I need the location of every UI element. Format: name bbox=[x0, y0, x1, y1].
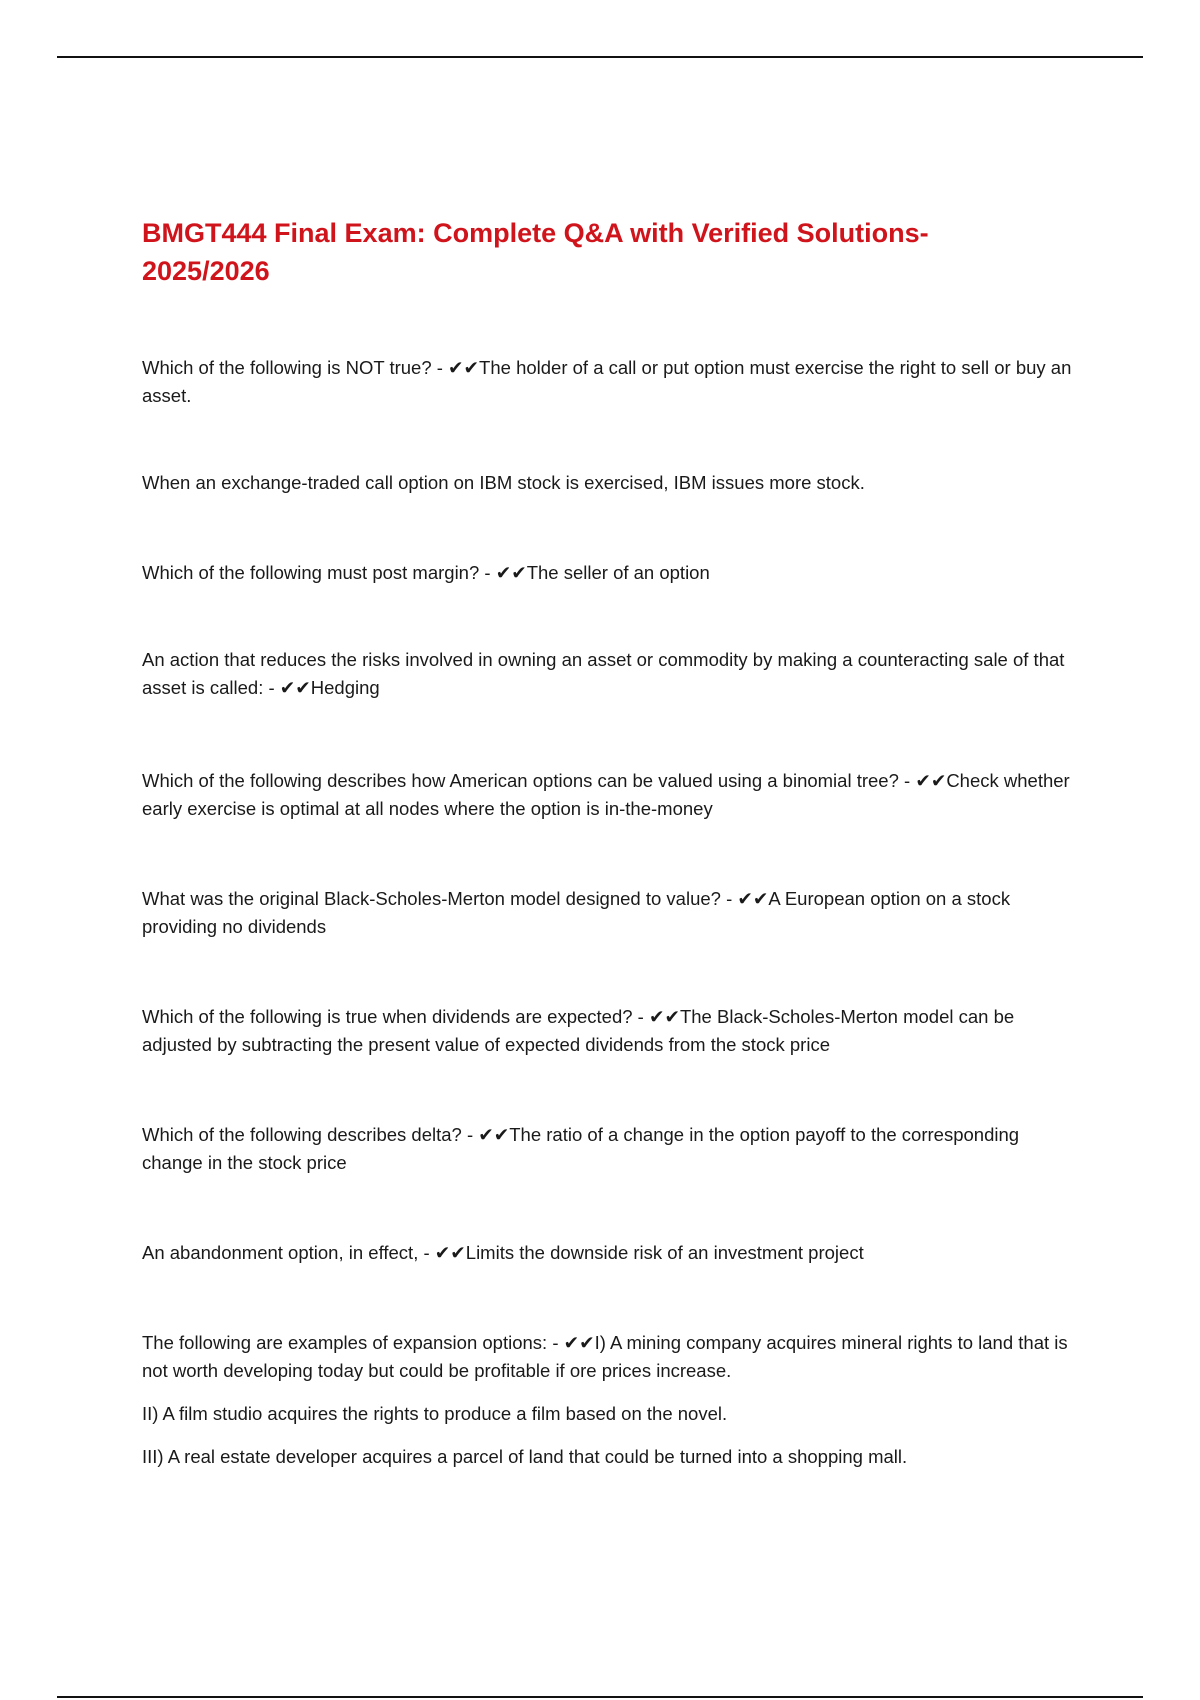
qa-text: An action that reduces the risks involved in owning an asset or commodity by making a counteracting sale of that asset is called: - ✔✔Hedging bbox=[142, 649, 1065, 698]
qa-text: Which of the following is true when dividends are expected? - ✔✔The Black-Scholes-Merton model can be adjusted by subtracting the present value of expected dividends from the stock price bbox=[142, 1006, 1015, 1055]
qa-text: What was the original Black-Scholes-Merton model designed to value? - ✔✔A European option on a stock providing no dividends bbox=[142, 888, 1011, 937]
top-divider bbox=[57, 56, 1143, 58]
qa-item bbox=[142, 1329, 1072, 1471]
qa-item bbox=[142, 885, 1072, 941]
page-title: BMGT444 Final Exam: Complete Q&A with Verified Solutions- 2025/2026 bbox=[142, 218, 929, 286]
qa-text: Which of the following is NOT true? - ✔✔The holder of a call or put option must exercise the right to sell or buy an asset. bbox=[142, 357, 1072, 406]
qa-text: An abandonment option, in effect, - ✔✔Limits the downside risk of an investment project bbox=[142, 1242, 864, 1263]
qa-text: Which of the following describes delta? - ✔✔The ratio of a change in the option payoff to the corresponding change in the stock price bbox=[142, 1124, 1020, 1173]
qa-item bbox=[142, 469, 1072, 497]
qa-item bbox=[142, 354, 1072, 410]
qa-item bbox=[142, 559, 1072, 587]
qa-text-line: II) A film studio acquires the rights to produce a film based on the novel. bbox=[142, 1403, 728, 1424]
qa-text: Which of the following describes how American options can be valued using a binomial tree? - ✔✔Check whether early exercise is optimal at all nodes where the option is in-the-money bbox=[142, 770, 1070, 819]
qa-item bbox=[142, 1003, 1072, 1059]
qa-text-line: III) A real estate developer acquires a parcel of land that could be turned into a shopping mall. bbox=[142, 1446, 908, 1467]
qa-text: When an exchange-traded call option on IBM stock is exercised, IBM issues more stock. bbox=[142, 472, 865, 493]
qa-item bbox=[142, 767, 1072, 823]
bottom-divider bbox=[57, 1696, 1143, 1698]
qa-text: The following are examples of expansion options: - ✔✔I) A mining company acquires mineral rights to land that is not worth developing today but could be profitable if ore prices increase. bbox=[142, 1332, 1068, 1381]
qa-item bbox=[142, 1121, 1072, 1177]
qa-item bbox=[142, 1239, 1072, 1267]
qa-item bbox=[142, 646, 1072, 702]
qa-text: Which of the following must post margin? - ✔✔The seller of an option bbox=[142, 562, 710, 583]
